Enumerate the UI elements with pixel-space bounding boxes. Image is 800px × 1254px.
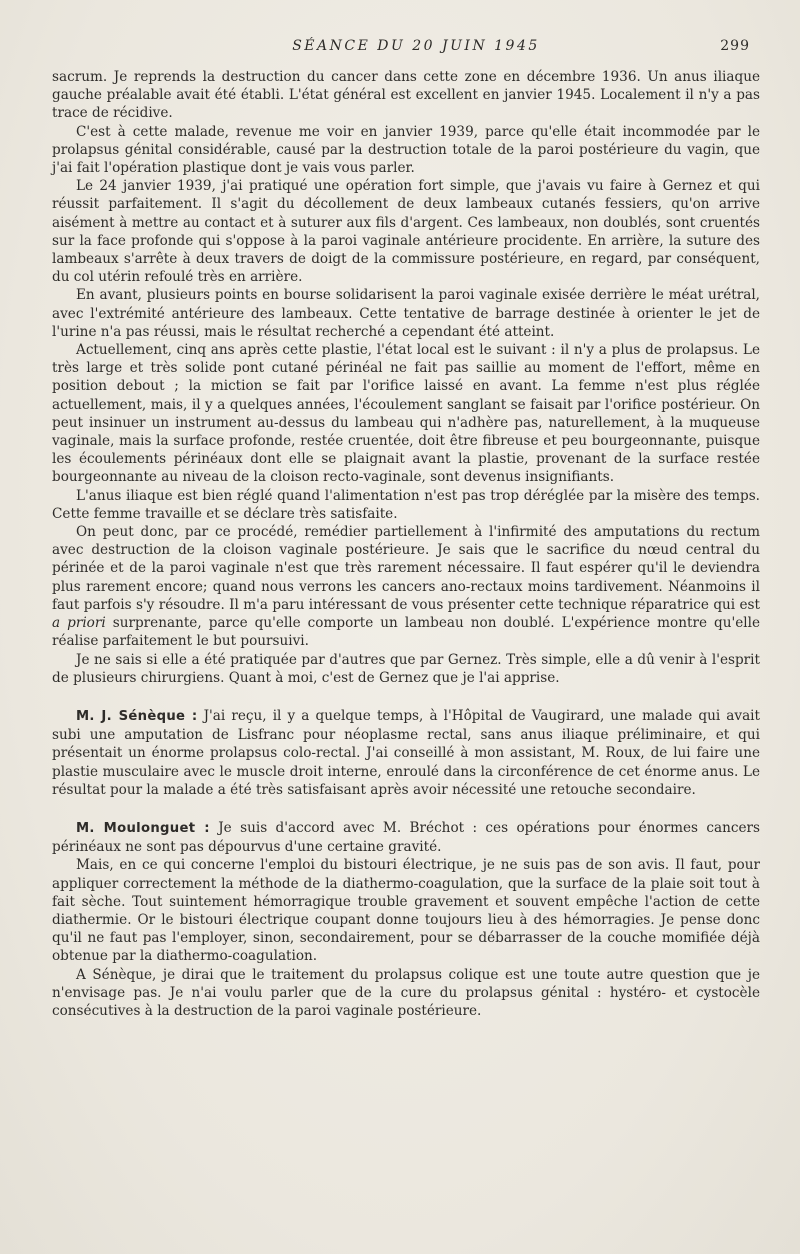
paragraph-text: On peut donc, par ce procédé, remédier partiellement à l'infirmité des amputations du rectum avec destruction de la cloison vaginale postérieure. Je sais que le sacrifice du nœud central du périnée et de la paroi vaginale n'est que très rarement nécessaire. Il faut espérer qu'il le deviendra plus rarement encore; quand nous verrons les cancers ano-rectaux moins tardivement. Néanmoins il faut parfois s'y résoudre. Il m'a paru intéressant de vous présenter cette technique réparatrice qui est — [52, 524, 760, 613]
speaker-name: M. J. Sénèque : — [76, 708, 198, 724]
paragraph: Le 24 janvier 1939, j'ai pratiqué une opération fort simple, que j'avais vu faire à Gernez et qui réussit parfaitement. Il s'agit du décollement de deux lambeaux cutanés fessiers, qu'on arrive aisément à mettre au contact et à suturer aux fils d'argent. Ces lambeaux, non doublés, sont cruentés sur la face profonde qui s'oppose à la paroi vaginale antérieure procidente. En arrière, la suture des lambeaux s'arrête à deux travers de doigt de la commissure postérieure, en regard, par conséquent, du col utérin refoulé très en arrière. — [52, 178, 760, 286]
paragraph: L'anus iliaque est bien réglé quand l'alimentation n'est pas trop déréglée par la misère des temps. Cette femme travaille et se déclare très satisfaite. — [52, 487, 760, 522]
paragraph-text: surprenante, parce qu'elle comporte un lambeau non doublé. L'expérience montre qu'elle réalise parfaitement le but poursuivi. — [52, 615, 760, 650]
speaker-remark: Je suis d'accord avec M. Bréchot : ces opérations pour énormes cancers périnéaux ne sont pas dépourvus d'une certaine gravité. — [52, 819, 760, 856]
paragraph-with-italic — [52, 523, 760, 650]
paragraph: sacrum. Je reprends la destruction du cancer dans cette zone en décembre 1936. Un anus iliaque gauche préalable avait été établi. L'état général est excellent en janvier 1945. Localement il n'y a pas trace de récidive. — [52, 69, 760, 122]
speaker-remark: J'ai reçu, il y a quelque temps, à l'Hôpital de Vaugirard, une malade qui avait subi une amputation de Lisfranc pour néoplasme rectal, sans anus iliaque préliminaire, et qui présentait un énorme prolapsus colo-rectal. J'ai conseillé à mon assistant, M. Roux, de lui faire une plastie musculaire avec le muscle droit interne, enroulé dans la circonférence de cet énorme anus. Le résultat pour la malade a été très satisfaisant après avoir nécessité une retouche secondaire. — [52, 707, 760, 798]
paragraph: C'est à cette malade, revenue me voir en janvier 1939, parce qu'elle était incommodée par le prolapsus génital considérable, causé par la destruction totale de la paroi postérieure du vagin, que j'ai fait l'opération plastique dont je vais vous parler. — [52, 123, 760, 177]
italic-phrase: a priori — [52, 615, 106, 632]
speaker-name: M. Moulonguet : — [76, 820, 210, 836]
discussion-senegue — [52, 707, 760, 799]
paragraph: Actuellement, cinq ans après cette plastie, l'état local est le suivant : il n'y a plus de prolapsus. Le très large et très solide pont cutané périnéal ne fait pas saillie au moment de l'effort, même en position debout ; la miction se fait par l'orifice laissé en avant. La femme n'est plus réglée actuellement, mais, il y a quelques années, l'écoulement sanglant se faisait par l'orifice postérieur. On peut insinuer un instrument au-dessus du lambeau qui n'adhère pas, naturellement, à la muqueuse vaginale, mais la surface profonde, restée cruentée, doit être fibreuse et peu bourgeonnante, puisque les écoulements périnéaux dont elle se plaignait avant la plastie, provenant de la surface restée bourgeonnante au niveau de la cloison recto-vaginale, sont devenus insignifiants. — [52, 342, 760, 486]
paragraph: Je ne sais si elle a été pratiquée par d'autres que par Gernez. Très simple, elle a dû venir à l'esprit de plusieurs chirurgiens. Quant à moi, c'est de Gernez que je l'ai apprise. — [52, 651, 760, 686]
discussion-moulonguet — [52, 819, 760, 856]
running-header — [52, 38, 760, 68]
header-title: SÉANCE DU 20 JUIN 1945 — [292, 38, 540, 54]
article-body — [52, 68, 760, 1020]
paragraph: A Sénèque, je dirai que le traitement du prolapsus colique est une toute autre question que je n'envisage pas. Je n'ai voulu parler que de la cure du prolapsus génital : hystéro- et cystocèle consécutives à la destruction de la paroi vaginale postérieure. — [52, 966, 760, 1019]
paragraph: En avant, plusieurs points en bourse solidarisent la paroi vaginale exisée derrière le méat urétral, avec l'extrémité antérieure des lambeaux. Cette tentative de barrage destinée à orienter le jet de l'urine n'a pas réussi, mais le résultat recherché a cependant été atteint. — [52, 287, 760, 340]
paragraph: Mais, en ce qui concerne l'emploi du bistouri électrique, je ne suis pas de son avis. Il faut, pour appliquer correctement la méthode de la diathermo-coagulation, que la surface de la plaie soit tout à fait sèche. Tout suintement hémorragique trouble gravement et souvent empêche l'action de cette diathermie. Or le bistouri électrique coupant donne toujours lieu à des hémorragies. Je pense donc qu'il ne faut pas l'employer, sinon, secondairement, pour se débarrasser de la couche momifiée déjà obtenue par la diathermo-coagulation. — [52, 857, 760, 965]
page-number: 299 — [720, 38, 750, 54]
